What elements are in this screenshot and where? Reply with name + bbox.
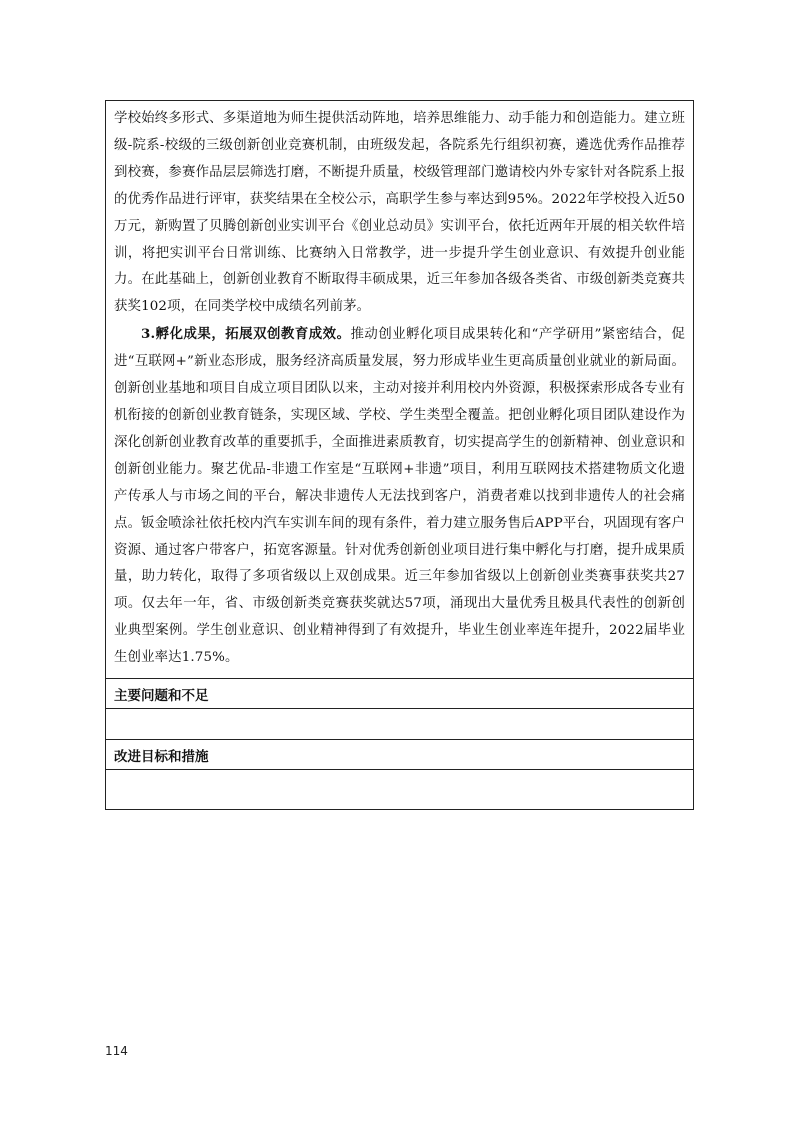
problems-content-cell <box>106 709 693 740</box>
paragraph-competitions: 学校始终多形式、多渠道地为师生提供活动阵地，培养思维能力、动手能力和创造能力。建立班级-院系-校级的三级创新创业竞赛机制，由班级发起，各院系先行组织初赛，遴选优秀作品推荐到校赛，参赛作品层层筛选打磨，不断提升质量，校级管理部门邀请校内外专家针对各院系上报的优秀作品进行评审，获奖结果在全校公示，高职学生参与率达到95%。2022年学校投入近50万元，新购置了贝腾创新创业实训平台《创业总动员》实训平台，依托近两年开展的相关软件培训，将把实训平台日常训练、比赛纳入日常教学，进一步提升学生创业意识、有效提升创业能力。在此基础上，创新创业教育不断取得丰硕成果，近三年参加各级各类省、市级创新类竞赛共获奖102项，在同类学校中成绩名列前茅。 <box>114 111 685 315</box>
problems-heading: 主要问题和不足 <box>106 679 693 709</box>
paragraph-incubation <box>114 321 685 672</box>
section-lead-heading: 3.孵化成果，拓展双创教育成效。 <box>141 326 351 343</box>
paragraph-incubation-body: 推动创业孵化项目成果转化和“产学研用”紧密结合，促进“互联网+”新业态形成，服务经济高质量发展，努力形成毕业生更高质量创业就业的新局面。创新创业基地和项目自成立项目团队以来，主动对接并利用校内外资源，积极探索形成各专业有机衔接的创新创业教育链条，实现区域、学校、学生类型全覆盖。把创业孵化项目团队建设作为深化创新创业教育改革的重要抓手，全面推进素质教育，切实提高学生的创新精神、创业意识和创新创业能力。聚艺优品-非遗工作室是“互联网+非遗”项目，利用互联网技术搭建物质文化遗产传承人与市场之间的平台，解决非遗传人无法找到客户，消费者难以找到非遗传人的社会痛点。钣金喷涂社依托校内汽车实训车间的现有条件，着力建立服务售后APP平台，巩固现有客户资源、通过客户带客户，拓宽客源量。针对优秀创新创业项目进行集中孵化与打磨，提升成果质量，助力转化，取得了多项省级以上双创成果。近三年参加省级以上创新创业类赛事获奖共27项。仅去年一年，省、市级创新类竞赛获奖就达57项，涌现出大量优秀且极具代表性的创新创业典型案例。学生创业意识、创业精神得到了有效提升，毕业生创业率连年提升，2022届毕业生创业率达1.75%。 <box>114 327 685 666</box>
page-number: 114 <box>105 1044 128 1058</box>
content-cell <box>106 101 693 679</box>
report-table <box>105 100 694 810</box>
improvement-heading: 改进目标和措施 <box>106 740 693 770</box>
improvement-content-cell <box>106 770 693 809</box>
